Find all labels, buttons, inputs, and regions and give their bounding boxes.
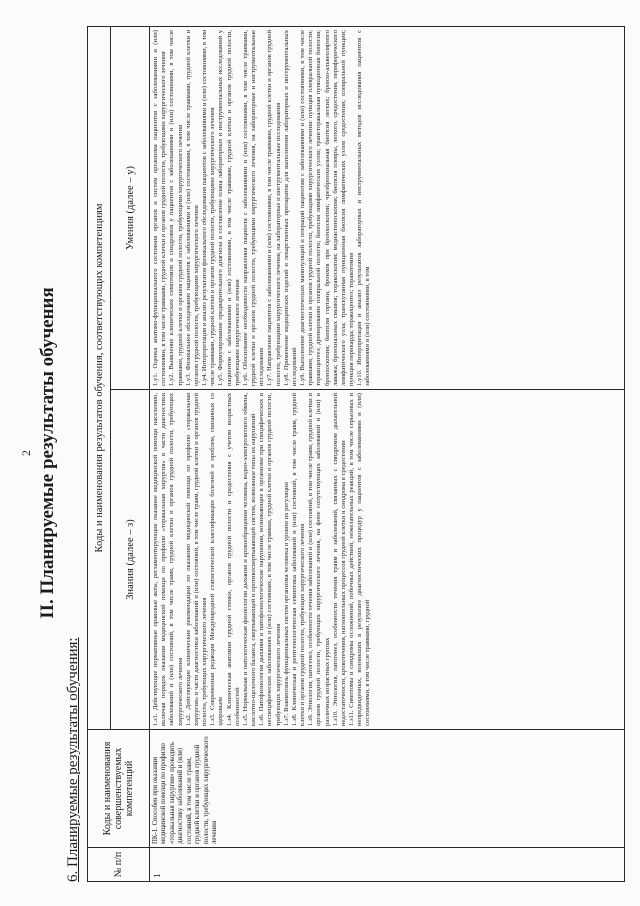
header-number: № п/п	[88, 848, 150, 882]
row-number: 1	[150, 848, 625, 882]
knowledge-item: 1.з7. Взаимосвязь функциональных систем организма человека и уровни их регуляции	[282, 482, 290, 726]
knowledge-item: 1.з1. Действующие нормативные правовые акты, регламентирующие оказание медицинской помощи населению, включая порядок оказания медицинской помощи по профилю «торакальная хирургия» в части диагностики заболеваний и (или) состояний, в том числе травм, грудной клетки и органов грудной полости, требующих хирургического лечения	[152, 393, 184, 726]
knowledge-item: 1.з11. Симптомы и синдромы осложнений, побочных действий, нежелательных реакций, в том числе серьезных и непредвиденных, возникших в результате диагностических процедур у пациентов с заболеваниями и (или) состояниями, в том числе травмами, грудной	[348, 393, 372, 726]
page-number: 2	[19, 450, 33, 456]
page-heading: II. Планируемые результаты обучения	[37, 287, 58, 619]
skill-item: 1.у6. Обоснование необходимости направления пациента с заболеваниями и (или) состояниями, в том числе травмами, грудной клетки и органов грудной полости, требующими хирургического лечения, на лабораторные и инструментальные исследования	[241, 29, 266, 386]
skill-item: 1.у2. Выявление клинических симптомов и синдромов у пациентов с заболеваниями и (или) состояниями, в том числе травмами, грудной клетки и органов грудной полости, требующими хирургического лечения	[168, 29, 184, 386]
skill-item: 1.у1. Оценка анатомо-функционального состояния органов и систем организма пациентов с заболеваниями и (или) состояниями, в том числе травмами, грудной клетки и органов грудной полости, требующими хирургического лечения	[152, 29, 168, 386]
header-competence-code: Коды и наименования совершенствуемых компетенций	[88, 730, 150, 848]
knowledge-item: 1.з8. Клиническая и рентгенологическая семиотика заболеваний и (или) состояний, в том числе травм, грудной клетки и органов грудной полости, требующих хирургического лечения	[290, 393, 307, 726]
skills-cell	[150, 26, 625, 389]
knowledge-item: 1.з6. Патофизиология дыхания и патофизиологические нарушения, возникающие в организме при специфических и неспецифических заболеваниях и (или) состояниях, в том числе травмах, грудной клетки и органов грудной полости, требующих хирургического лечения	[258, 393, 282, 726]
skill-item: 1.у8. Применение медицинских изделий и лекарственных препаратов для выполнения лабораторных и инструментальных исследований	[282, 29, 298, 386]
knowledge-item: 1.з3. Современная редакция Международной статистической классификации болезней и проблем, связанных со здоровьем	[209, 393, 225, 726]
knowledge-item: 1.з10. Этиология, патогенез, особенности течения травм и заболеваний, связанных с синдромом дыхательной недостаточности, кровотечения, нагноительных процессов грудной клетки и синдрома в средостении	[331, 393, 347, 726]
section-title: 6. Планируемые результаты обучения:	[65, 637, 81, 882]
skill-item: 1.у4. Интерпретация и анализ результатов физикального обследования пациентов с заболеваниями и (или) состояниями, в том числе травмами, грудной клетки и органов грудной полости, требующими хирургического лечения	[201, 29, 217, 386]
learning-outcomes-table	[87, 26, 625, 882]
header-knowledge: Знания (далее – з)	[111, 390, 150, 730]
competence-description: ПК-1. Способен при оказании медицинской помощи по профилю «торакальная хирургия» проводить диагностику заболеваний и (или) состояний, в том числе травм, грудной клетки и органов грудной полости, требующих хирургического лечения	[150, 730, 625, 848]
header-outcomes-group: Коды и наименования результатов обучения, соответствующих компетенциям	[88, 26, 111, 729]
table-row	[150, 26, 625, 881]
knowledge-item: 1.з5. Нормальная и патологическая физиология дыхания и кровообращения человека, водно-электролитного обмена, кислотно-щелочного баланса, свертывающей и противосвертывающей систем, возможные типы их нарушений	[241, 393, 258, 726]
knowledge-item: 1.з9. Этиология, патогенез, особенности течения заболеваний и (или) состояний, в том числе травм, грудной клетки и органов грудной полости, требующих хирургического лечения, на фоне сопутствующих заболеваний и (или) в различных возрастных группах	[307, 393, 331, 726]
knowledge-cell	[150, 390, 625, 730]
skill-item: 1.у9. Выполнение диагностических манипуляций и операций пациентам с заболеваниями и (или) состояниями, в том числе травмами, грудной клетки и органов грудной полости, требующими хирургического лечения: пункция плевральной полости; торакоцентез; дренирование плевральной полости; биопсия лимфатических узлов; трансторакальная пункционная биопсия; бронхоскопия; биопсия гортани, бронхов при бронхоскопии; чрезбронхиальная биопсия легких; бронхо-альвеолярного лаважа; бронхиальных смывов; торакоскопия; медиастиноскопия; биопсия плевры, легкого, средостения, периферического лимфатического узла; транскутанная пункционная биопсия лимфатических узлов средостения; плевральной пункции; пункция перикарда; торакоцентез; торакотомия	[299, 29, 356, 386]
skill-item: 1.у5. Формулирование предварительного диагноза и составление плана лабораторных и инструментальных исследований у пациентов с заболеваниями и (или) состояниями, в том числе травмами, грудной клетки и органов грудной полости, требующими хирургического лечения	[217, 29, 241, 386]
skill-item: 1.у3. Физикальное обследование пациентов с заболеваниями и (или) состояниями, в том числе травмами, грудной клетки и органов грудной полости, требующими хирургического лечения	[184, 29, 200, 386]
header-skills: Умения (далее – у)	[111, 26, 150, 389]
knowledge-item: 1.з4. Клиническая анатомия грудной стенки, органов грудной полости и средостения с учетом возрастных особенностей	[225, 393, 241, 726]
skill-item: 1.у7. Направление пациентов с заболеваниями и (или) состояниями, в том числе травмами, грудной клетки и органов грудной полости, требующими хирургического лечения, на лабораторные и инструментальные исследования	[266, 29, 282, 386]
knowledge-item: 1.з2. Действующие клинические рекомендации по оказанию медицинской помощи по профилю «торакальная хирургия» в части диагностики заболеваний и (или) состояний, в том числе травм, грудной клетки и органов грудной полости, требующих хирургического лечения	[184, 393, 209, 726]
rotated-page	[17, 18, 623, 888]
skill-item: 1.у10. Интерпретация и анализ результатов лабораторных и инструментальных методов исследования пациентов с заболеваниями и (или) состояниями, в том	[356, 29, 372, 386]
